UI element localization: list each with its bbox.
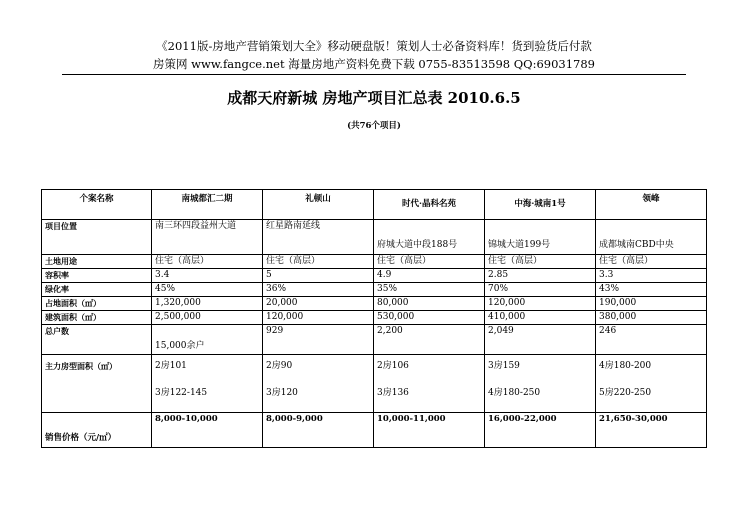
- table-cell: 530,000: [374, 311, 485, 325]
- row-label: 土地用途: [42, 255, 152, 269]
- table-row: [42, 283, 707, 297]
- table-cell: 住宅（高层）: [485, 255, 596, 269]
- table-cell: 8,000-10,000: [152, 413, 263, 448]
- table-cell: [263, 355, 374, 413]
- table-cell: 120,000: [263, 311, 374, 325]
- page-title: 成都天府新城 房地产项目汇总表 2010.6.5: [227, 89, 521, 107]
- table-cell: 190,000: [596, 297, 707, 311]
- table-cell: [374, 355, 485, 413]
- table-cell: 住宅（高层）: [263, 255, 374, 269]
- table-cell: 住宅（高层）: [374, 255, 485, 269]
- header-cell: 南城都汇二期: [152, 190, 263, 220]
- header-cell: 时代·晶科名苑: [374, 190, 485, 220]
- table-cell: 住宅（高层）: [152, 255, 263, 269]
- project-summary-table: [41, 189, 707, 448]
- unit-type-secondary: 4房180-250: [488, 388, 541, 398]
- table-cell: 15,000余户: [152, 325, 263, 355]
- table-cell: 5: [263, 269, 374, 283]
- table-cell: 20,000: [263, 297, 374, 311]
- table-cell: 10,000-11,000: [374, 413, 485, 448]
- unit-type-secondary: 3房136: [377, 388, 409, 398]
- header-cell: 中海·城南1号: [485, 190, 596, 220]
- table-cell: 70%: [485, 283, 596, 297]
- table-cell: 红星路南延线: [263, 220, 374, 255]
- table-row: [42, 355, 707, 413]
- contact-line: 房策网 www.fangce.net 海量房地产资料免费下载 0755-83513598 QQ:69031789: [152, 57, 595, 71]
- table-cell: 16,000-22,000: [485, 413, 596, 448]
- table-cell: 35%: [374, 283, 485, 297]
- row-label: 主力房型面积（㎡）: [42, 355, 152, 413]
- table-cell: 43%: [596, 283, 707, 297]
- table-row: [42, 269, 707, 283]
- table-row: [42, 220, 707, 255]
- table-cell: 2,500,000: [152, 311, 263, 325]
- table-cell: 21,650-30,000: [596, 413, 707, 448]
- table-cell: 80,000: [374, 297, 485, 311]
- row-label: 占地面积（㎡）: [42, 297, 152, 311]
- header-divider: [62, 74, 686, 75]
- table-cell: [485, 355, 596, 413]
- table-cell: 南三环四段益州大道: [152, 220, 263, 255]
- row-label: 建筑面积（㎡）: [42, 311, 152, 325]
- promo-line: 《2011版-房地产营销策划大全》移动硬盘版！策划人士必备资料库！货到验货后付款: [156, 39, 592, 53]
- unit-type-secondary: 3房120: [266, 388, 298, 398]
- table-row: [42, 255, 707, 269]
- table-cell: 8,000-9,000: [263, 413, 374, 448]
- table-cell: 4.9: [374, 269, 485, 283]
- table-cell: 410,000: [485, 311, 596, 325]
- header-cell: 个案名称: [42, 190, 152, 220]
- row-label: 总户数: [42, 325, 152, 355]
- row-label: 绿化率: [42, 283, 152, 297]
- unit-type-primary: 4房180-200: [599, 361, 652, 371]
- table-cell: 3.4: [152, 269, 263, 283]
- table-row: [42, 311, 707, 325]
- table-cell: 380,000: [596, 311, 707, 325]
- table-row: [42, 413, 707, 448]
- unit-type-secondary: 5房220-250: [599, 388, 652, 398]
- table-cell: 2,200: [374, 325, 485, 355]
- unit-type-primary: 3房159: [488, 361, 520, 371]
- table-cell: 2.85: [485, 269, 596, 283]
- table-row: [42, 325, 707, 355]
- header-cell: 领峰: [596, 190, 707, 220]
- header-cell: 礼顿山: [263, 190, 374, 220]
- row-label: 项目位置: [42, 220, 152, 255]
- table-cell: 36%: [263, 283, 374, 297]
- unit-type-primary: 2房101: [155, 361, 187, 371]
- table-cell: 929: [263, 325, 374, 355]
- row-label: 销售价格（元/㎡）: [42, 413, 152, 448]
- table-cell: 1,320,000: [152, 297, 263, 311]
- table-row: [42, 297, 707, 311]
- table-cell: 246: [596, 325, 707, 355]
- table-cell: [152, 355, 263, 413]
- table-header-row: [42, 190, 707, 220]
- table-cell: [596, 355, 707, 413]
- table-cell: 2,049: [485, 325, 596, 355]
- table-cell: 成都城南CBD中央: [596, 220, 707, 255]
- table-cell: 锦城大道199号: [485, 220, 596, 255]
- table-cell: 120,000: [485, 297, 596, 311]
- unit-type-primary: 2房106: [377, 361, 409, 371]
- row-label: 容积率: [42, 269, 152, 283]
- table-cell: 府城大道中段188号: [374, 220, 485, 255]
- unit-type-primary: 2房90: [266, 361, 293, 371]
- unit-type-secondary: 3房122-145: [155, 388, 208, 398]
- table-cell: 住宅（高层）: [596, 255, 707, 269]
- project-count: (共76个项目): [347, 121, 401, 131]
- table-cell: 3.3: [596, 269, 707, 283]
- table-cell: 45%: [152, 283, 263, 297]
